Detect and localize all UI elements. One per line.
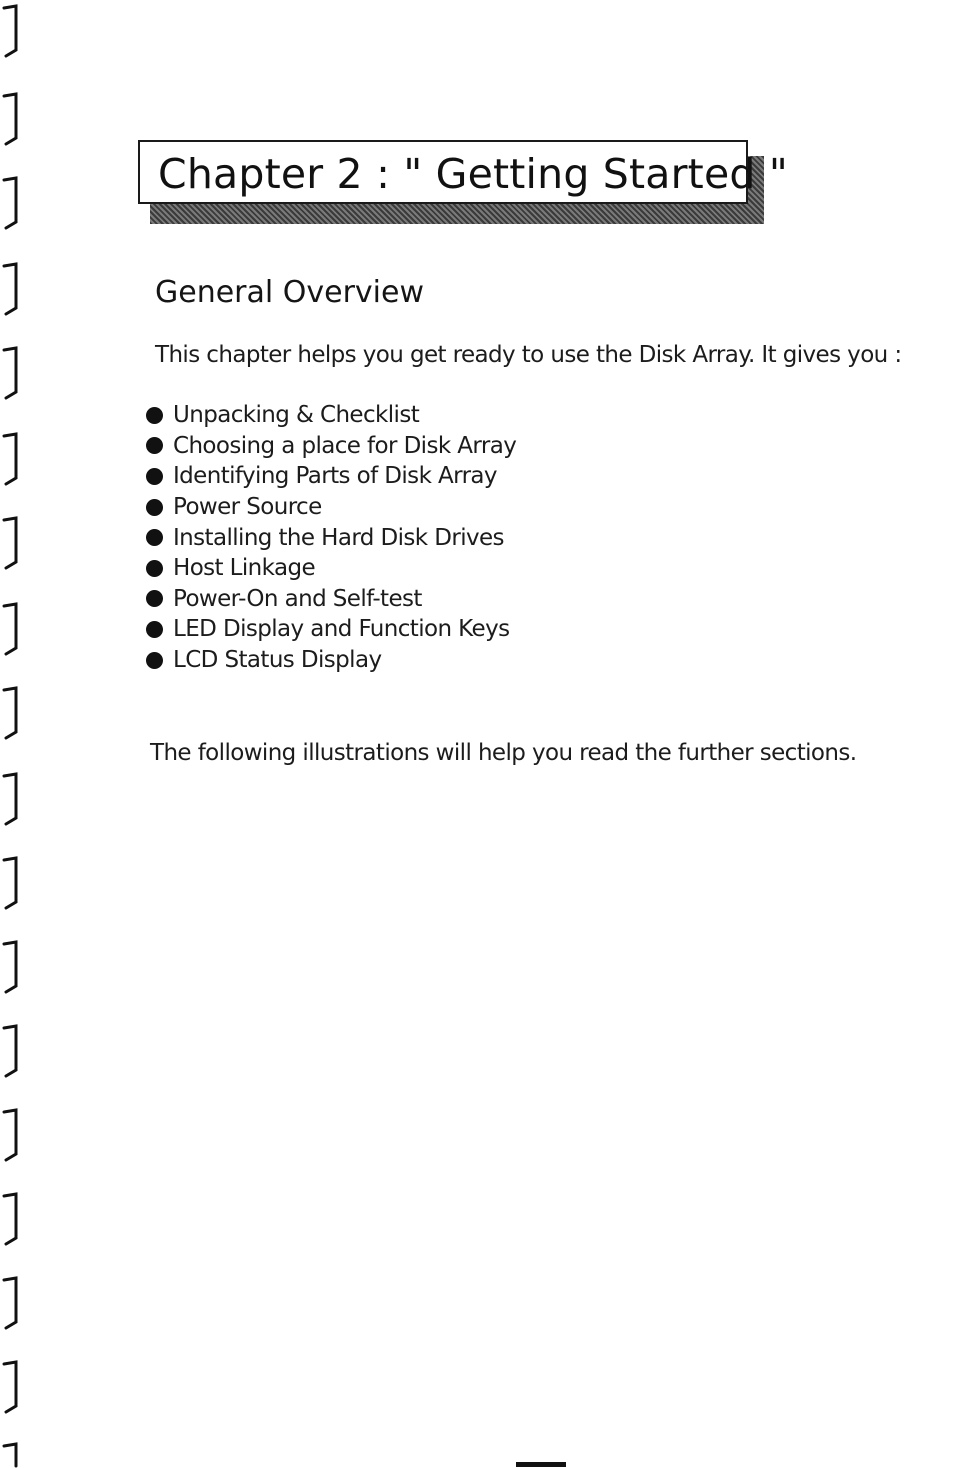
closing-text: The following illustrations will help you read the further sections. xyxy=(150,740,857,766)
bullet-icon xyxy=(146,468,163,485)
chapter-heading-frame xyxy=(138,140,788,204)
bullet-icon xyxy=(146,529,163,546)
list-item-label: Installing the Hard Disk Drives xyxy=(173,524,504,551)
chapter-heading-box xyxy=(138,140,788,224)
list-item xyxy=(146,614,516,645)
bullet-icon xyxy=(146,560,163,577)
list-item-label: LCD Status Display xyxy=(173,647,382,674)
intro-text: This chapter helps you get ready to use the Disk Array. It gives you : xyxy=(155,342,902,368)
list-item-label: LED Display and Function Keys xyxy=(173,616,510,643)
list-item xyxy=(146,522,516,553)
bullet-icon xyxy=(146,407,163,424)
list-item xyxy=(146,400,516,431)
list-item xyxy=(146,553,516,584)
list-item-label: Power-On and Self-test xyxy=(173,585,422,612)
list-item xyxy=(146,645,516,676)
page-footer-mark xyxy=(516,1462,566,1467)
spiral-binding-icon xyxy=(0,0,28,1468)
bullet-icon xyxy=(146,499,163,516)
list-item-label: Power Source xyxy=(173,494,322,521)
list-item-label: Unpacking & Checklist xyxy=(173,402,420,429)
bullet-icon xyxy=(146,437,163,454)
bullet-icon xyxy=(146,652,163,669)
chapter-title: Chapter 2 : " Getting Started " xyxy=(158,150,788,198)
list-item-label: Host Linkage xyxy=(173,555,316,582)
list-item xyxy=(146,584,516,615)
list-item-label: Identifying Parts of Disk Array xyxy=(173,463,497,490)
list-item-label: Choosing a place for Disk Array xyxy=(173,432,517,459)
bullet-icon xyxy=(146,621,163,638)
list-item xyxy=(146,461,516,492)
list-item xyxy=(146,492,516,523)
bullet-icon xyxy=(146,590,163,607)
list-item xyxy=(146,431,516,462)
section-title: General Overview xyxy=(155,275,425,310)
topic-list xyxy=(146,400,516,675)
